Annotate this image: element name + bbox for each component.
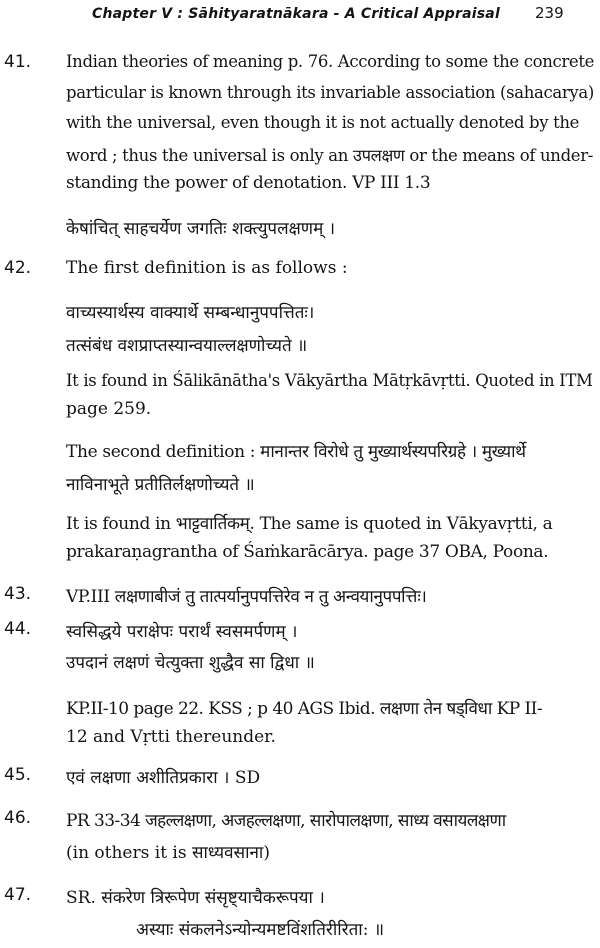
- running-header: [0, 0, 600, 40]
- note-line: PR 33-34 जहल्लक्षणा, अजहल्लक्षणा, सारोपालक्षणा, साध्य वसायलक्षणा: [66, 811, 506, 831]
- note-number: 45.: [4, 765, 32, 785]
- sanskrit-verse: उपदानं लक्षणं चेत्युक्ता शुद्धैव सा द्विधा ॥: [66, 653, 315, 673]
- note-line: 12 and Vṛtti thereunder.: [66, 727, 276, 747]
- note-line: एवं लक्षणा अशीतिप्रकारा । SD: [66, 768, 261, 788]
- note-line: word ; thus the universal is only an उपलक्षण or the means of under-: [66, 146, 593, 165]
- note-line: The first definition is as follows :: [66, 258, 348, 278]
- note-number: 43.: [4, 584, 32, 604]
- note-line: VP.III लक्षणाबीजं तु तात्पर्यानुपपत्तिरेव न तु अन्वयानुपपत्तिः।: [66, 587, 427, 607]
- sanskrit-verse: वाच्यस्यार्थस्य वाक्यार्थे सम्बन्धानुपपत्तितः।: [66, 303, 315, 323]
- note-line: It is found in भाट्टवार्तिकम्. The same is quoted in Vākyavṛtti, a: [66, 514, 553, 534]
- note-line: with the universal, even though it is not actually denoted by the: [66, 113, 580, 132]
- note-number: 41.: [4, 52, 32, 72]
- note-line: standing the power of denotation. VP III 1.3: [66, 173, 431, 193]
- sanskrit-verse: नाविनाभूते प्रतीतिर्लक्षणोच्यते ॥: [66, 475, 255, 495]
- page-number: 239: [535, 4, 564, 22]
- note-line: prakaraṇagrantha of Śaṁkarācārya. page 37 OBA, Poona.: [66, 542, 549, 562]
- note-line: Indian theories of meaning p. 76. According to some the concrete: [66, 52, 595, 71]
- note-line: It is found in Śālikānātha's Vākyārtha Mātṛkāvṛtti. Quoted in ITM: [66, 371, 593, 390]
- sanskrit-verse: स्वसिद्धये पराक्षेपः परार्थं स्वसमर्पणम् ।: [66, 622, 298, 642]
- sanskrit-verse: SR. संकरेण त्रिरूपेण संसृष्ट्याचैकरूपया ।: [66, 888, 325, 908]
- sanskrit-verse: अस्याः संकलनेऽन्योन्यमष्टविंशतिरीरिता: ॥: [136, 920, 385, 940]
- note-line: The second definition : मानान्तर विरोधे तु मुख्यार्थस्यपरिग्रहे । मुख्यार्थे: [66, 442, 526, 462]
- note-line: KP.II-10 page 22. KSS ; p 40 AGS Ibid. लक्षणा तेन षड्विधा KP II-: [66, 699, 543, 719]
- note-number: 44.: [4, 619, 32, 639]
- note-line: (in others it is साध्यवसाना): [66, 843, 270, 863]
- sanskrit-verse: केषांचित् साहचर्येण जगतिः शक्त्युपलक्षणम् ।: [66, 219, 336, 239]
- note-line: particular is known through its invariable association (sahacarya): [66, 83, 594, 102]
- note-number: 47.: [4, 885, 32, 905]
- note-line: page 259.: [66, 399, 152, 419]
- note-number: 46.: [4, 808, 32, 828]
- chapter-title: Chapter V : Sāhityaratnākara - A Critical Appraisal: [92, 6, 500, 22]
- note-number: 42.: [4, 258, 32, 278]
- sanskrit-verse: तत्संबंध वशप्राप्तस्यान्वयाल्लक्षणोच्यते ॥: [66, 336, 308, 356]
